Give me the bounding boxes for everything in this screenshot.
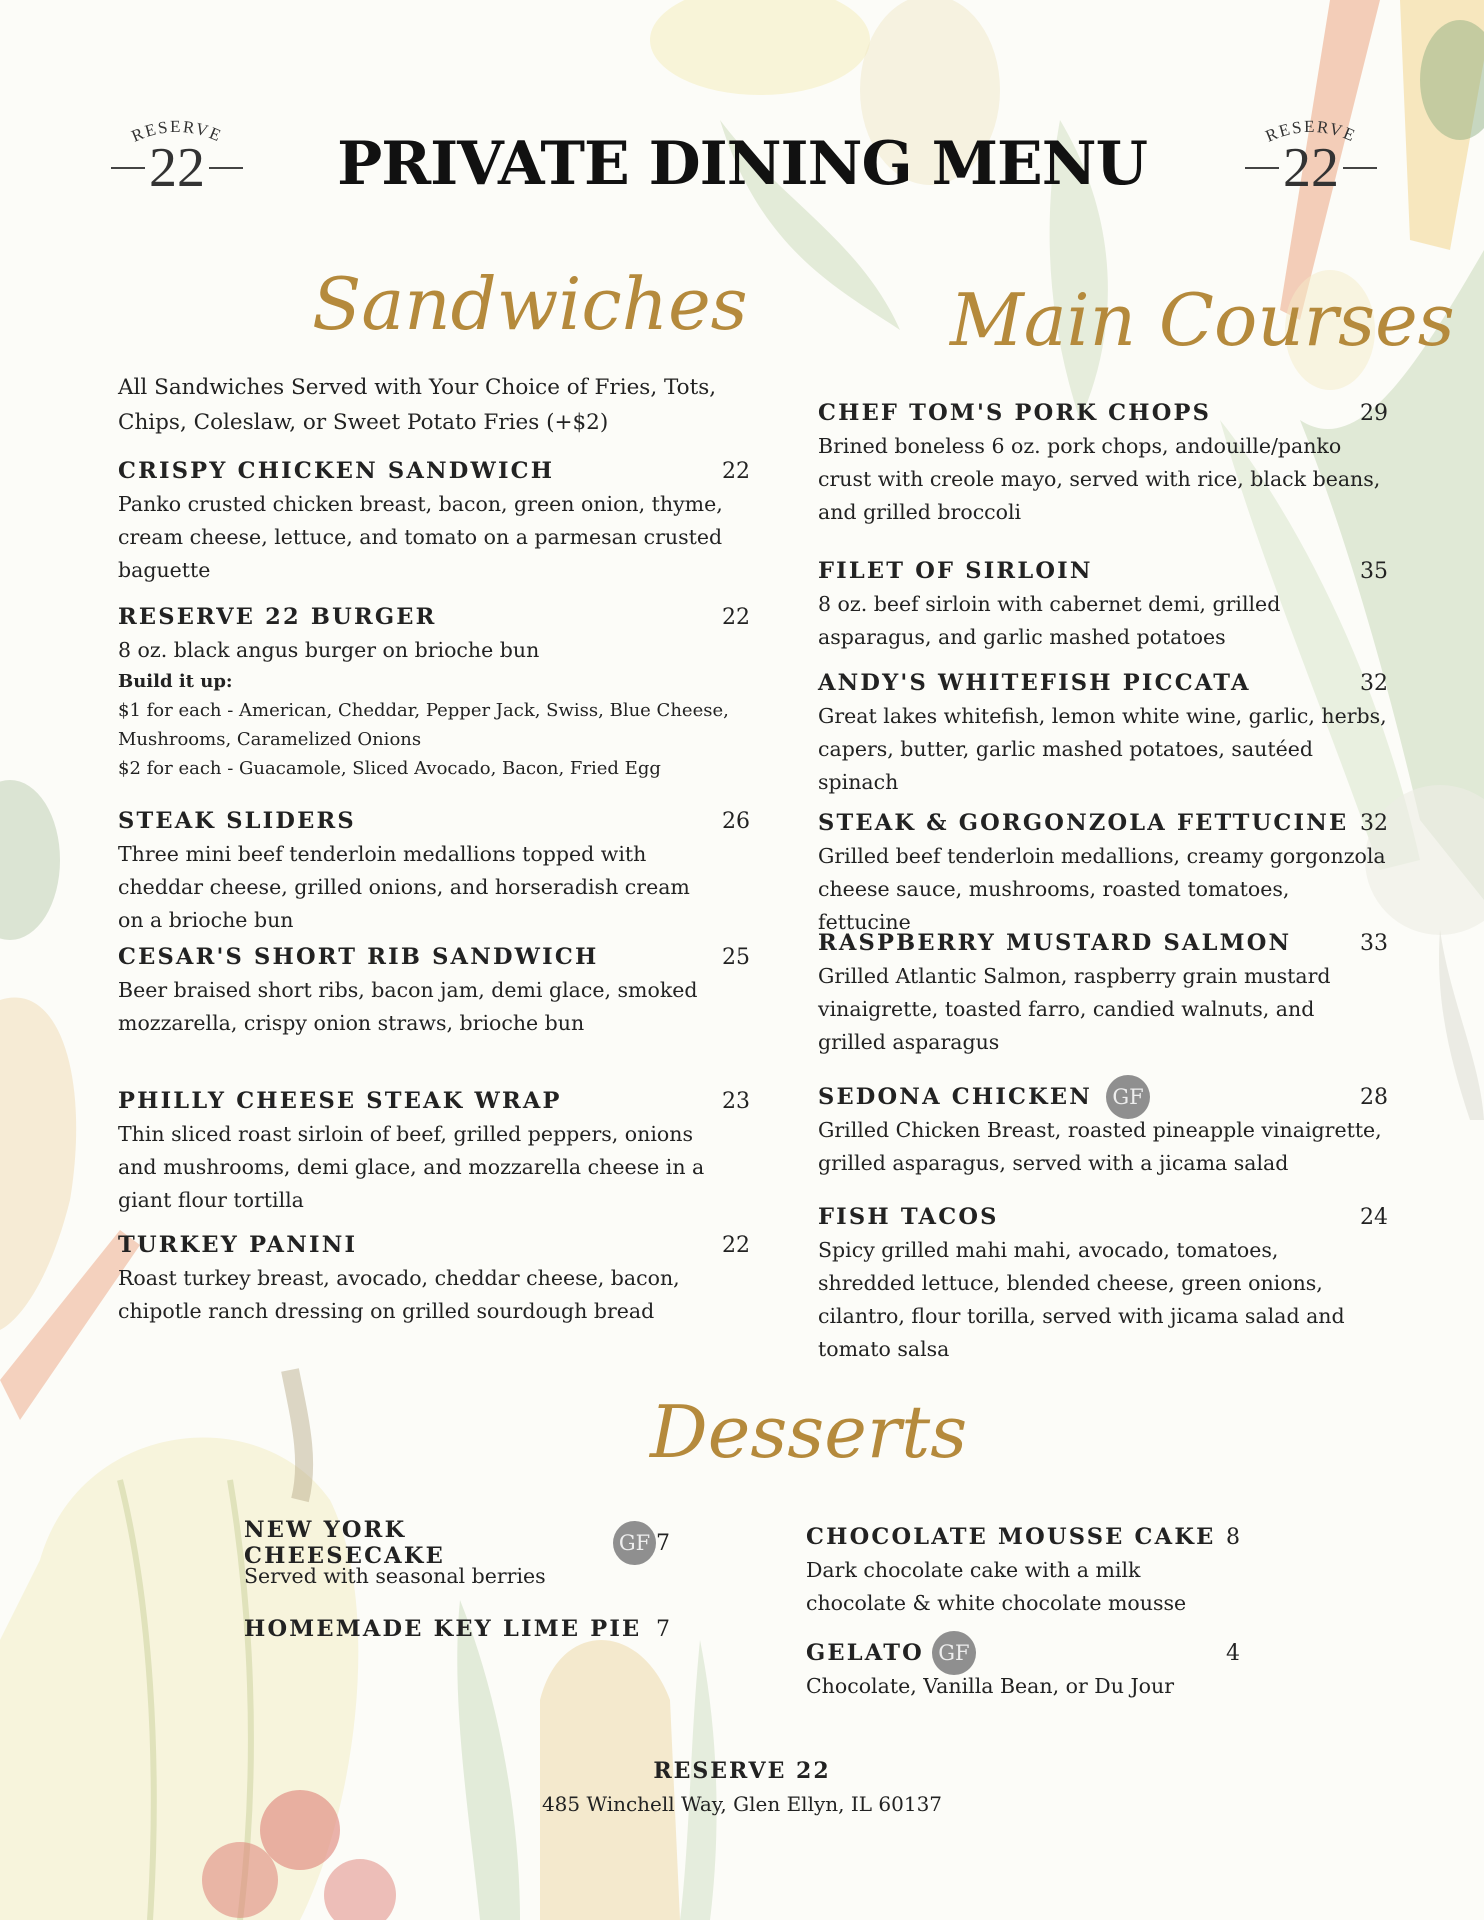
build-option-2: $2 for each - Guacamole, Sliced Avocado, Bacon, Fried Egg	[118, 758, 661, 779]
menu-item	[818, 666, 1388, 799]
desserts-right-column	[806, 1520, 1246, 1700]
sandwiches-heading: Sandwiches	[312, 262, 748, 346]
item-price: 35	[1360, 558, 1388, 584]
item-description: Spicy grilled mahi mahi, avocado, tomatoes, shredded lettuce, blended cheese, green onions, cilantro, flour torilla, served with jicama salad and tomato salsa	[818, 1238, 1345, 1361]
logo-arc-text: RESERVE	[128, 116, 226, 146]
gluten-free-badge: GF	[613, 1521, 656, 1565]
item-description: Served with seasonal berries	[244, 1564, 546, 1588]
item-description: Grilled Atlantic Salmon, raspberry grain mustard vinaigrette, toasted farro, candied walnuts, and grilled asparagus	[818, 964, 1331, 1054]
item-price: 29	[1360, 400, 1388, 426]
item-price: 25	[722, 944, 750, 970]
item-description: Grilled beef tenderloin medallions, creamy gorgonzola cheese sauce, mushrooms, roasted tomatoes, fettucine	[818, 844, 1386, 934]
footer	[0, 1754, 1484, 1820]
menu-item	[818, 806, 1388, 939]
item-price: 22	[722, 1232, 750, 1258]
main-courses-column	[818, 396, 1388, 1376]
logo-right	[1236, 116, 1386, 199]
menu-item	[818, 396, 1388, 529]
item-name: CHEF TOM'S PORK CHOPS	[818, 400, 1212, 426]
item-name: PHILLY CHEESE STEAK WRAP	[118, 1088, 562, 1114]
menu-item	[244, 1612, 684, 1646]
menu-item	[118, 600, 750, 783]
item-name: HOMEMADE KEY LIME PIE	[244, 1616, 642, 1642]
item-price: 22	[722, 458, 750, 484]
item-price: 7	[656, 1530, 670, 1556]
item-name: FISH TACOS	[818, 1204, 999, 1230]
footer-address: 485 Winchell Way, Glen Ellyn, IL 60137	[541, 1792, 943, 1816]
item-name-text: NEW YORK CHEESECAKE	[244, 1517, 445, 1569]
item-price: 33	[1360, 930, 1388, 956]
item-price: 7	[656, 1616, 670, 1642]
menu-item	[806, 1636, 1246, 1703]
item-description: Grilled Chicken Breast, roasted pineapple vinaigrette, grilled asparagus, served with a jicama salad	[818, 1118, 1382, 1175]
item-name: RESERVE 22 BURGER	[118, 604, 437, 630]
sandwiches-column	[118, 370, 750, 1330]
item-price: 4	[1226, 1640, 1240, 1666]
item-price: 23	[722, 1088, 750, 1114]
item-name: STEAK SLIDERS	[118, 808, 356, 834]
item-name-text: SEDONA CHICKEN	[818, 1084, 1093, 1110]
item-name: CRISPY CHICKEN SANDWICH	[118, 458, 555, 484]
build-it-up-label: Build it up:	[118, 671, 233, 692]
footer-restaurant-name: RESERVE 22	[653, 1758, 831, 1784]
item-price: 22	[722, 604, 750, 630]
item-name: CHOCOLATE MOUSSE CAKE	[806, 1524, 1216, 1550]
gluten-free-badge: GF	[1106, 1075, 1150, 1119]
main-courses-heading: Main Courses	[950, 278, 1455, 362]
item-description: Chocolate, Vanilla Bean, or Du Jour	[806, 1674, 1175, 1698]
item-name: CESAR'S SHORT RIB SANDWICH	[118, 944, 599, 970]
item-price: 26	[722, 808, 750, 834]
menu-item	[806, 1520, 1246, 1620]
item-name	[806, 1631, 976, 1675]
item-name: ANDY'S WHITEFISH PICCATA	[818, 670, 1251, 696]
item-name: STEAK & GORGONZOLA FETTUCINE	[818, 810, 1349, 836]
item-name	[818, 1075, 1150, 1119]
item-description: Three mini beef tenderloin medallions topped with cheddar cheese, grilled onions, and horseradish cream on a brioche bun	[118, 842, 690, 932]
desserts-left-column	[244, 1517, 684, 1656]
item-description: Roast turkey breast, avocado, cheddar cheese, bacon, chipotle ranch dressing on grilled sourdough bread	[118, 1266, 680, 1323]
desserts-heading: Desserts	[650, 1390, 968, 1474]
build-option-1: $1 for each - American, Cheddar, Pepper Jack, Swiss, Blue Cheese, Mushrooms, Caramelized Onions	[118, 700, 729, 750]
page-title: PRIVATE DINING MENU	[337, 129, 1147, 199]
item-description: 8 oz. black angus burger on brioche bun	[118, 638, 540, 662]
item-description: Dark chocolate cake with a milk chocolate & white chocolate mousse	[806, 1558, 1187, 1615]
item-price: 8	[1226, 1524, 1240, 1550]
menu-item	[118, 454, 750, 587]
gluten-free-badge: GF	[932, 1631, 976, 1675]
item-description: Panko crusted chicken breast, bacon, green onion, thyme, cream cheese, lettuce, and tomato on a parmesan crusted baguette	[118, 492, 723, 582]
item-description: Thin sliced roast sirloin of beef, grilled peppers, onions and mushrooms, demi glace, and mozzarella cheese in a giant flour tortilla	[118, 1122, 705, 1212]
menu-item	[244, 1517, 684, 1593]
item-price: 32	[1360, 670, 1388, 696]
menu-item	[118, 804, 750, 937]
item-description: Brined boneless 6 oz. pork chops, andouille/panko crust with creole mayo, served with rice, black beans, and grilled broccoli	[818, 434, 1381, 524]
item-name: FILET OF SIRLOIN	[818, 558, 1093, 584]
item-description: Great lakes whitefish, lemon white wine, garlic, herbs, capers, butter, garlic mashed potatoes, sautéed spinach	[818, 704, 1387, 794]
menu-item	[118, 1084, 750, 1217]
logo-arc-text: RESERVE	[1262, 116, 1360, 146]
menu-item	[118, 1228, 750, 1328]
menu-item	[818, 554, 1388, 654]
item-description: Beer braised short ribs, bacon jam, demi glace, smoked mozzarella, crispy onion straws, brioche bun	[118, 978, 698, 1035]
logo-number: 22	[1283, 137, 1339, 199]
item-price: 24	[1360, 1204, 1388, 1230]
sandwiches-intro: All Sandwiches Served with Your Choice of Fries, Tots, Chips, Coleslaw, or Sweet Potato Fries (+$2)	[118, 375, 717, 435]
item-name: TURKEY PANINI	[118, 1232, 358, 1258]
item-name-text: GELATO	[806, 1640, 924, 1666]
item-price: 28	[1360, 1084, 1388, 1110]
menu-item	[818, 1080, 1388, 1180]
menu-item	[118, 940, 750, 1040]
menu-item	[818, 926, 1388, 1059]
logo-rule-right	[1343, 167, 1377, 169]
item-description: 8 oz. beef sirloin with cabernet demi, grilled asparagus, and garlic mashed potatoes	[818, 592, 1281, 649]
logo-number: 22	[149, 137, 205, 199]
item-price: 32	[1360, 810, 1388, 836]
item-name: RASPBERRY MUSTARD SALMON	[818, 930, 1292, 956]
menu-item	[818, 1200, 1388, 1366]
logo-rule-left	[1245, 167, 1279, 169]
